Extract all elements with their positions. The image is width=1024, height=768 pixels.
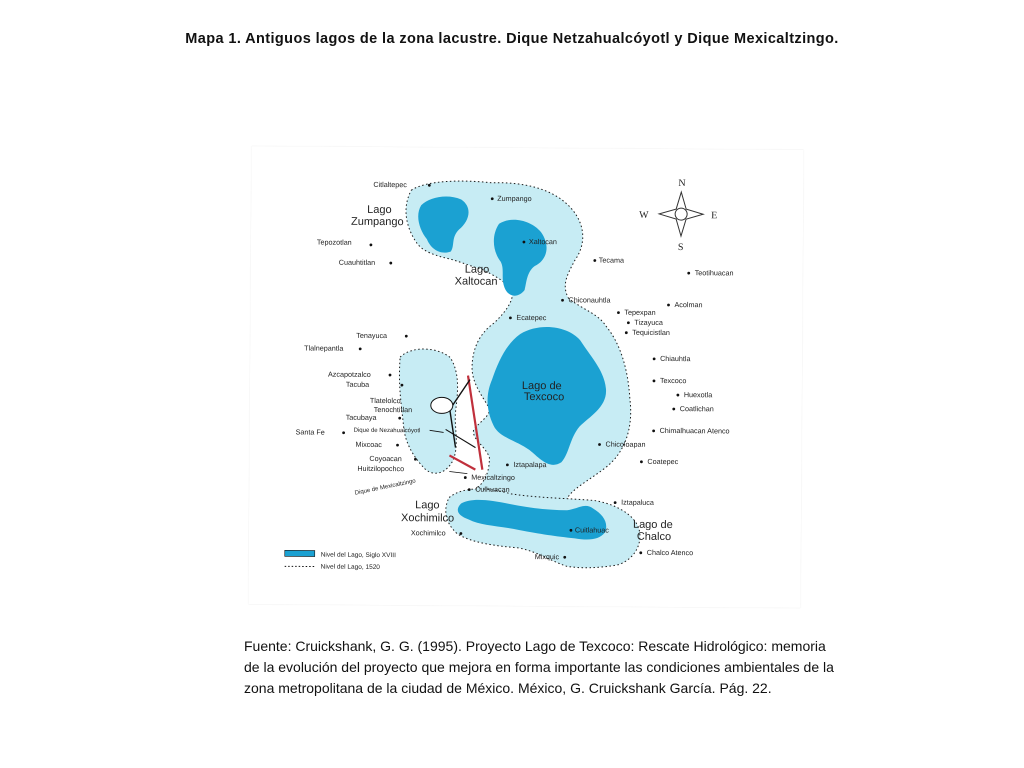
place-teotihuacan: Teotihuacan <box>694 268 734 278</box>
lake-label-xochimilco-2: Xochimilco <box>400 512 455 525</box>
page-title: Mapa 1. Antiguos lagos de la zona lacustre. Dique Netzahualcóyotl y Dique Mexicaltzingo. <box>185 31 839 47</box>
place-xochimilco: Xochimilco <box>410 528 446 538</box>
lake-label-xaltocan-2: Xaltocan <box>454 275 498 288</box>
place-ecatepec: Ecatepec <box>516 312 547 323</box>
place-huitzilopochco: Huitzilopochco <box>357 463 405 474</box>
place-cuauhtitlan: Cuauhtitlan <box>338 257 376 267</box>
legend-label-1520: Nivel del Lago, 1520 <box>320 563 380 571</box>
map-legend <box>285 550 396 571</box>
place-chiauhtla: Chiauhtla <box>660 353 691 364</box>
lake-label-chalco-2: Chalco <box>636 530 672 544</box>
compass-w: W <box>639 209 649 221</box>
place-tlatelolco: Tlatelolco <box>369 395 401 406</box>
place-chicoloapan: Chicoloapan <box>605 439 646 449</box>
place-cuitlahuac: Cuitlahuac <box>574 525 609 535</box>
place-chimalhuacan: Chimalhuacan Atenco <box>659 425 730 436</box>
legend-swatch-xviii <box>285 550 315 556</box>
place-mexicaltzingo: Mexicaltzingo <box>471 472 515 482</box>
lake-label-texcoco-2: Texcoco <box>523 390 565 404</box>
place-tlalnepantla: Tlalnepantla <box>304 343 344 353</box>
pointer-dike-mexicaltzingo <box>449 471 467 473</box>
dike-mexicaltzingo <box>449 455 475 469</box>
legend-label-xviii: Nivel del Lago, Siglo XVIII <box>320 551 396 560</box>
label-dique-mexicaltzingo: Dique de Mexicaltzingo <box>354 478 417 497</box>
place-culhuacan: Culhuacan <box>475 484 510 494</box>
place-tacubaya: Tacubaya <box>345 412 377 422</box>
compass-n: N <box>678 178 686 190</box>
place-coyoacan: Coyoacan <box>369 453 402 464</box>
place-coatepec: Coatepec <box>647 456 679 467</box>
label-dique-nezahualcoyotl: Dique de Nezahualcóyotl <box>353 427 421 435</box>
place-tequicistlan: Tequicistlan <box>632 327 670 338</box>
compass-rose <box>639 178 718 254</box>
place-azcapotzalco: Azcapotzalco <box>327 369 371 379</box>
place-zumpango: Zumpango <box>497 193 532 204</box>
lake-label-zumpango-1: Lago <box>367 203 392 217</box>
tenochtitlan-island <box>431 397 453 413</box>
place-citlaltepec: Citlaltepec <box>373 179 407 190</box>
lake-label-xochimilco-1: Lago <box>415 499 440 512</box>
source-citation: Fuente: Cruickshank, G. G. (1995). Proyecto Lago de Texcoco: Rescate Hidrológico: memoria de la evolución del proyecto que mejora en forma importante las condiciones ambientales de la zona metropolitana de la ciudad de México. México, G. Cruickshank García. Pág. 22. <box>244 638 834 696</box>
place-tenochtitlan: Tenochtitlan <box>373 404 413 415</box>
place-chalco-atenco: Chalco Atenco <box>646 547 694 558</box>
compass-e: E <box>711 210 718 222</box>
place-chiconauhtla: Chiconauhtla <box>568 295 611 305</box>
place-iztapaluca: Iztapaluca <box>621 497 654 507</box>
place-texcoco: Texcoco <box>659 375 687 386</box>
lakes-map <box>248 146 803 608</box>
place-huexotla: Huexotla <box>683 390 713 400</box>
place-xaltocan: Xaltocan <box>528 237 557 247</box>
place-tepozotlan: Tepozotlan <box>316 237 352 247</box>
place-coatlichan: Coatlichan <box>679 404 714 414</box>
place-iztapalapa: Iztapalapa <box>513 459 547 470</box>
place-tacuba: Tacuba <box>345 379 370 389</box>
place-mixquic: Mixquic <box>534 552 560 562</box>
place-acolman: Acolman <box>674 300 703 310</box>
place-santa-fe: Santa Fe <box>295 427 325 437</box>
lake-label-chalco-1: Lago de <box>632 518 673 532</box>
lake-label-zumpango-2: Zumpango <box>351 215 404 229</box>
lake-label-texcoco-1: Lago de <box>521 379 562 393</box>
place-tenayuca: Tenayuca <box>356 330 388 341</box>
compass-s: S <box>677 242 684 254</box>
place-mixcoac: Mixcoac <box>355 439 382 449</box>
place-tepexpan: Tepexpan <box>624 307 656 317</box>
lake-label-xaltocan-1: Lago <box>464 263 490 276</box>
map-frame <box>248 146 803 608</box>
place-tecama: Tecama <box>598 255 625 265</box>
place-tizayuca: Tizayuca <box>634 317 663 327</box>
